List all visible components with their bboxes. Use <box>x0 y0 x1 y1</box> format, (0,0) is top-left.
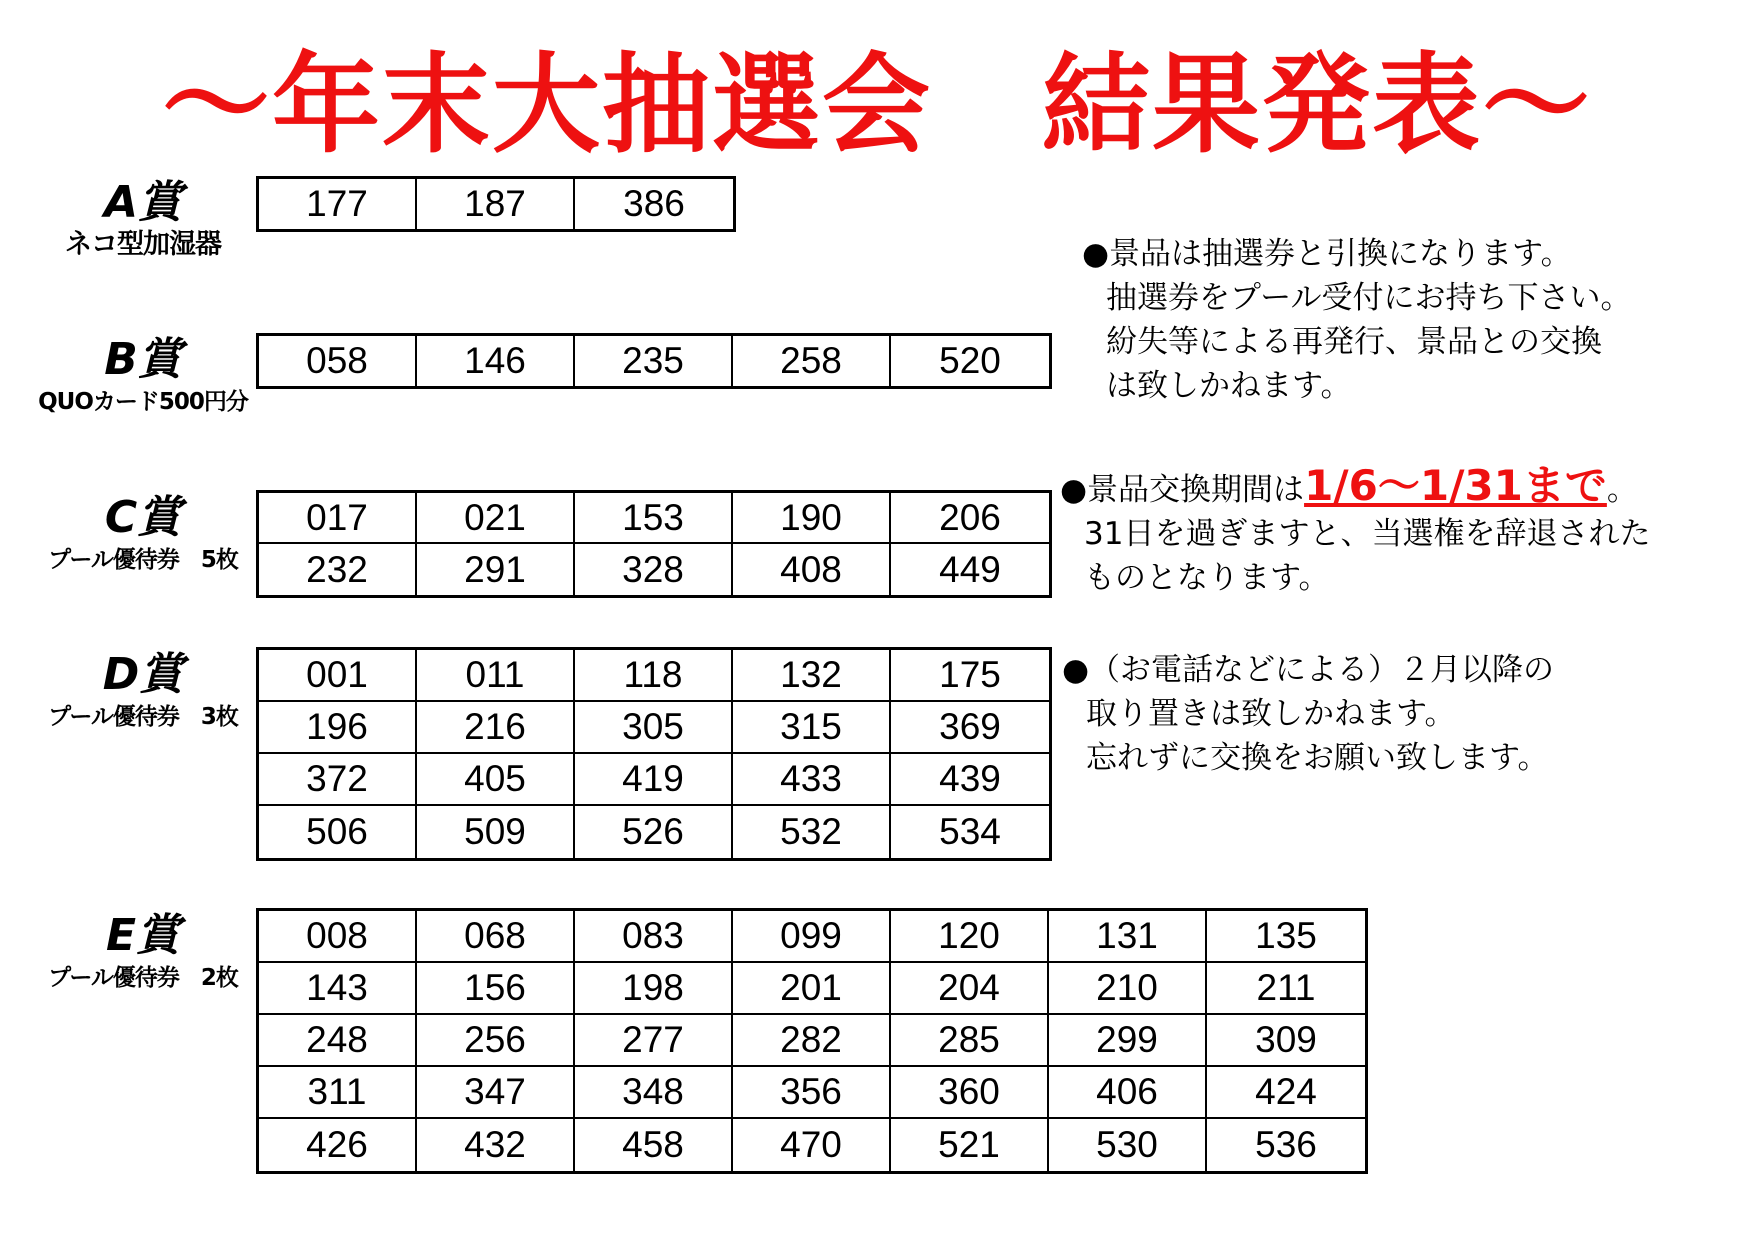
note-line: 紛失等による再発行、景品との交換 <box>1106 324 1602 360</box>
prize-item: プール優待券 3枚 <box>48 704 238 730</box>
winning-number-cell: 058 <box>259 336 417 386</box>
winning-number-cell: 509 <box>417 806 575 858</box>
winning-number-cell: 211 <box>1207 963 1365 1015</box>
winning-numbers-d <box>256 647 1052 861</box>
note-line <box>1060 461 1650 512</box>
note-exchange-rules <box>1082 232 1631 408</box>
winning-number-cell: 277 <box>575 1015 733 1067</box>
winning-number-cell: 206 <box>891 493 1049 544</box>
winning-number-cell: 187 <box>417 179 575 229</box>
prize-item: プール優待券 2枚 <box>48 965 238 991</box>
winning-number-cell: 348 <box>575 1067 733 1119</box>
winning-number-cell: 153 <box>575 493 733 544</box>
note-line: は致しかねます。 <box>1106 368 1352 404</box>
winning-number-cell: 347 <box>417 1067 575 1119</box>
winning-number-cell: 520 <box>939 340 1001 381</box>
winning-numbers-e <box>256 908 1368 1174</box>
winning-number-cell: 156 <box>417 963 575 1015</box>
winning-number-cell: 011 <box>417 650 575 702</box>
winning-number-cell: 433 <box>733 754 891 806</box>
winning-number-cell: 216 <box>417 702 575 754</box>
page-title: ～年末大抽選会 結果発表～ <box>161 43 1592 168</box>
note-text: ●景品交換期間は <box>1060 472 1305 508</box>
winning-number-cell: 458 <box>575 1119 733 1171</box>
winning-number-cell: 282 <box>733 1015 891 1067</box>
prize-label-e <box>18 911 268 995</box>
winning-number-cell: 424 <box>1207 1067 1365 1119</box>
winning-number-cell: 386 <box>623 183 685 224</box>
winning-number-cell: 175 <box>891 650 1049 702</box>
prize-item: QUOカード500円分 <box>38 389 248 415</box>
winning-number-cell: 534 <box>939 811 1001 852</box>
winning-number-cell: 068 <box>417 911 575 963</box>
winning-number-cell: 530 <box>1049 1119 1207 1171</box>
prize-label-c <box>18 493 268 577</box>
winning-number-cell: 360 <box>891 1067 1049 1119</box>
prize-name: C賞 <box>104 492 182 543</box>
note-line: ものとなります。 <box>1084 560 1330 596</box>
winning-number-cell: 235 <box>575 336 733 386</box>
winning-number-cell: 001 <box>259 650 417 702</box>
note-line: 抽選券をプール受付にお持ち下さい。 <box>1106 280 1632 316</box>
prize-item: ネコ型加湿器 <box>65 229 221 260</box>
winning-number-cell: 204 <box>891 963 1049 1015</box>
winning-number-cell: 008 <box>259 911 417 963</box>
winning-number-cell: 369 <box>891 702 1049 754</box>
winning-number-cell: 210 <box>1049 963 1207 1015</box>
winning-number-cell: 099 <box>733 911 891 963</box>
prize-name: E賞 <box>105 910 181 961</box>
exchange-period: 1/6～1/31まで <box>1304 461 1607 510</box>
winning-number-cell: 309 <box>1207 1015 1365 1067</box>
winning-number-cell: 146 <box>417 336 575 386</box>
winning-number-cell: 405 <box>417 754 575 806</box>
winning-number-cell: 196 <box>259 702 417 754</box>
winning-number-cell: 135 <box>1207 911 1365 963</box>
winning-number-cell: 291 <box>417 544 575 595</box>
winning-number-cell: 118 <box>575 650 733 702</box>
winning-number-cell: 532 <box>733 806 891 858</box>
prize-label-d <box>18 650 268 734</box>
winning-number-cell: 299 <box>1049 1015 1207 1067</box>
note-hold-policy <box>1062 648 1554 780</box>
winning-number-cell: 372 <box>259 754 417 806</box>
winning-number-cell: 328 <box>575 544 733 595</box>
prize-name: A賞 <box>103 177 183 228</box>
winning-number-cell: 356 <box>733 1067 891 1119</box>
winning-numbers-c <box>256 490 1052 598</box>
prize-name: B賞 <box>104 334 182 385</box>
winning-number-cell: 017 <box>259 493 417 544</box>
note-exchange-period <box>1060 461 1651 600</box>
note-line: ●（お電話などによる）２月以降の <box>1062 652 1555 688</box>
winning-number-cell: 120 <box>891 911 1049 963</box>
winning-number-cell: 506 <box>259 806 417 858</box>
winning-number-cell: 285 <box>891 1015 1049 1067</box>
winning-number-cell: 232 <box>259 544 417 595</box>
winning-number-cell: 536 <box>1255 1124 1317 1165</box>
winning-number-cell: 470 <box>733 1119 891 1171</box>
winning-number-cell: 408 <box>733 544 891 595</box>
winning-number-cell: 419 <box>575 754 733 806</box>
note-line: 忘れずに交換をお願い致します。 <box>1086 740 1549 776</box>
winning-number-cell: 201 <box>733 963 891 1015</box>
note-line: 取り置きは致しかねます。 <box>1086 696 1456 732</box>
note-line: 31日を過ぎますと、当選権を辞退された <box>1084 516 1651 552</box>
winning-numbers-b <box>256 333 1052 389</box>
prize-item: プール優待券 5枚 <box>48 547 238 573</box>
winning-number-cell: 132 <box>733 650 891 702</box>
winning-number-cell: 248 <box>259 1015 417 1067</box>
winning-number-cell: 449 <box>939 548 1001 590</box>
winning-number-cell: 021 <box>417 493 575 544</box>
winning-number-cell: 439 <box>891 754 1049 806</box>
winning-number-cell: 305 <box>575 702 733 754</box>
winning-number-cell: 258 <box>733 336 891 386</box>
winning-numbers-a <box>256 176 736 232</box>
prize-label-a <box>18 178 268 262</box>
winning-number-cell: 083 <box>575 911 733 963</box>
winning-number-cell: 426 <box>259 1119 417 1171</box>
winning-number-cell: 131 <box>1049 911 1207 963</box>
winning-number-cell: 190 <box>733 493 891 544</box>
winning-number-cell: 315 <box>733 702 891 754</box>
winning-number-cell: 526 <box>575 806 733 858</box>
winning-number-cell: 143 <box>259 963 417 1015</box>
winning-number-cell: 177 <box>259 179 417 229</box>
winning-number-cell: 256 <box>417 1015 575 1067</box>
winning-number-cell: 521 <box>891 1119 1049 1171</box>
note-line: ●景品は抽選券と引換になります。 <box>1082 236 1572 272</box>
winning-number-cell: 406 <box>1049 1067 1207 1119</box>
prize-label-b <box>18 335 268 419</box>
winning-number-cell: 311 <box>259 1067 417 1119</box>
note-text: 。 <box>1606 472 1638 508</box>
prize-name: D賞 <box>102 649 184 700</box>
winning-number-cell: 432 <box>417 1119 575 1171</box>
winning-number-cell: 198 <box>575 963 733 1015</box>
